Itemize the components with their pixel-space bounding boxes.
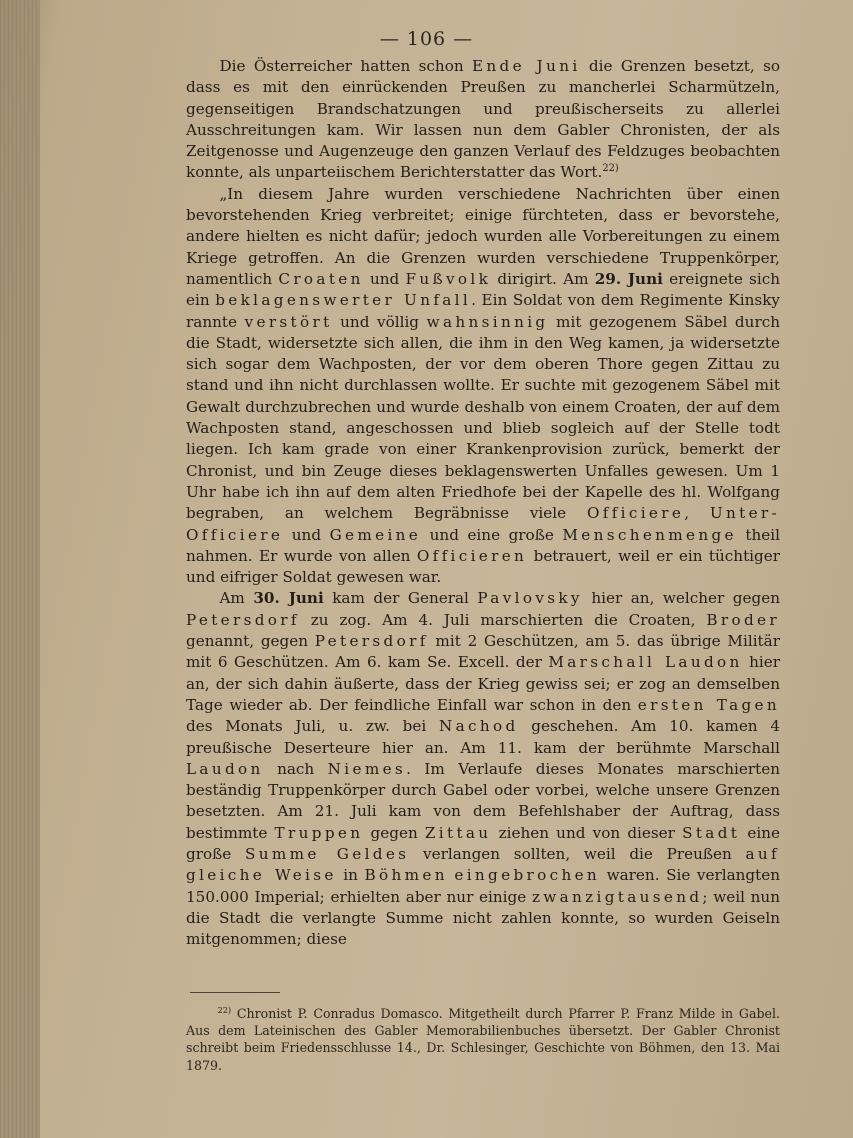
text-run: kam der General [323, 589, 478, 608]
text-run: nach [263, 759, 328, 778]
spaced-run: beklagenswerter Unfall [215, 291, 472, 310]
spaced-run: auf gleiche Weise [186, 844, 781, 885]
paragraph-2 [186, 184, 780, 589]
spaced-run: Croaten [278, 269, 364, 288]
text-run: waren. Sie verlangten 150.000 Imperial; erhielten aber nur einige [186, 866, 781, 906]
text-run: betrauert, weil er ein tüchtiger und eifriger Soldat gewesen war. [186, 546, 780, 587]
text-run: und völlig [332, 312, 427, 331]
spaced-run: Petersdorf [186, 610, 300, 629]
footnote [186, 1005, 780, 1074]
text-run: und [363, 269, 406, 288]
text-run: hier an, der sich dahin äußerte, dass der Krieg gewiss sei; er zog an demselben Tage wieder ab. Der feindliche Einfall war schon in den [186, 653, 780, 714]
page-number: — 106 — [379, 28, 474, 50]
text-run: mit gezogenem Säbel durch die Stadt, widersetzte sich allen, die ihm in den Weg kamen, ja widersetzte sich sogar dem Wachposten, der vor dem oberen Thore gegen Zittau zu stand und ihn nicht durchlassen wollte. Er suchte mit gezogenem Säbel mit Gewalt durchzubrechen und wurde deshalb von einem Croaten, der auf dem Wachposten stand, angeschossen und blieb sogleich auf der Stelle todt liegen. Ich kam grade von einer Krankenprovision zurück, bemerkt der Chronist, und bin Zeuge dieses beklagenswerten Unfalles gewesen. Um 1 Uhr habe ich ihn auf dem alten Friedhofe bei der Kapelle des hl. Wolfgang begraben, an welchem Begräbnisse viele [186, 312, 780, 523]
spaced-run: Officiere [586, 504, 685, 523]
text-run: . Im Verlaufe dieses Monates marschierten beständig Truppenkörper durch Gabel oder vorbei, welche unsere Grenzen besetzten. Am 21. Juli kam von dem Befehlshaber der Auftrag, dass bestimmte [186, 759, 781, 842]
spaced-run: Menschenmenge [562, 525, 737, 544]
spaced-run: Marschall Laudon [548, 653, 743, 672]
footnote-text: Chronist P. Conradus Domasco. Mitgetheilt durch Pfarrer P. Franz Milde in Gabel. Aus dem Lateinischen des Gabler Memorabilienbuches übersetzt. Der Gabler Chronist schreibt beim Friedensschlusse 14., Dr. Schlesinger, Geschichte von Böhmen, den 13. Mai 1879. [186, 1006, 780, 1073]
spaced-run: ersten Tagen [637, 695, 780, 714]
spaced-run: Zittau [424, 823, 492, 842]
footnote-reference: 22) [602, 163, 619, 175]
paragraph-3 [186, 588, 780, 950]
spaced-run: Böhmen [364, 866, 448, 885]
spaced-run: Pavlovsky [477, 589, 583, 608]
footnote-marker: 22) [217, 1004, 232, 1015]
text-run: Am [219, 589, 254, 608]
date-bold: 30. Juni [253, 589, 324, 608]
spaced-run: Summe Geldes [245, 844, 410, 863]
text-run: dirigirt. Am [491, 269, 595, 288]
text-run: Die Österreicher hatten schon [219, 57, 472, 75]
spaced-run: eingebrochen [454, 866, 601, 885]
text-run: ziehen und von dieser [491, 823, 683, 842]
text-run: ereignete sich ein [186, 269, 780, 310]
spaced-run: Stadt [682, 823, 741, 842]
spaced-run: Officieren [416, 546, 528, 565]
text-run: des Monats Juli, u. zw. bei [186, 717, 439, 736]
footnote-divider [190, 992, 280, 993]
text-run: eine große [186, 823, 781, 863]
text-run: geschehen. Am 10. kamen 4 preußische Deserteure hier an. Am 11. kam der berühmte Marschall [186, 717, 780, 757]
spaced-run: Nachod [438, 717, 519, 736]
text-run: und eine große [421, 525, 563, 544]
text-run: und [283, 525, 330, 544]
spaced-run: zwanzigtausend [531, 887, 703, 906]
text-run: theil nahmen. Er wurde von allen [186, 525, 780, 565]
spaced-run: verstört [244, 312, 333, 331]
date-bold: 29. Juni [594, 269, 663, 288]
spaced-run: Niemes [327, 759, 407, 778]
text-run: „In diesem Jahre wurden verschiedene Nachrichten über einen bevorstehenden Krieg verbreitet; einige fürchteten, dass er bevorstehe, andere hielten es nicht dafür; jedoch wurden alle Vorbereitungen zu einem Kriege getroffen. An die Grenzen wurden verschiedene Truppenkörper, namentlich [186, 184, 780, 288]
spaced-run: Fußvolk [405, 269, 492, 288]
page-edge [0, 0, 40, 1138]
spaced-run: Truppen [274, 823, 364, 842]
text-run: . Ein Soldat von dem Regimente Kinsky rannte [186, 291, 780, 331]
spaced-run: Gemeine [329, 525, 422, 544]
text-run: in [336, 866, 365, 885]
spaced-run: Laudon [186, 759, 264, 778]
text-run: gegen [363, 823, 425, 842]
text-run: zu zog. Am 4. Juli marschierten die Croaten, [299, 610, 707, 629]
text-run: die Grenzen besetzt, so dass es mit den einrückenden Preußen zu mancherlei Scharmützeln, gegenseitigen Brandschatzungen und preußischerseits zu allerlei Ausschreitungen kam. Wir lassen nun dem Gabler Chronisten, der als Zeitgenosse und Augenzeuge den ganzen Verlauf des Feldzuges beobachten konnte, als unparteiischem Berichterstatter das Wort. [186, 57, 781, 182]
text-run: , [684, 504, 710, 523]
paragraph-1 [186, 56, 780, 184]
spaced-run: Petersdorf [314, 632, 429, 651]
text-run: verlangen sollten, weil die Preußen [409, 844, 746, 863]
spaced-run: Unter-Officiere [186, 504, 780, 544]
spaced-run: Ende Juni [472, 57, 581, 75]
spaced-run: wahnsinnig [426, 312, 549, 331]
text-run: genannt, gegen [186, 632, 315, 651]
text-run: ; weil nun die Stadt die verlangte Summe nicht zahlen konnte, so wurden Geiseln mitgenommen; diese [186, 887, 780, 949]
text-run: hier an, welcher gegen [582, 589, 780, 608]
spaced-run: Broder [706, 610, 780, 629]
text-run: mit 2 Geschützen, am 5. das übrige Militär mit 6 Geschützen. Am 6. kam Se. Excell. der [186, 632, 780, 672]
main-text [186, 56, 780, 950]
